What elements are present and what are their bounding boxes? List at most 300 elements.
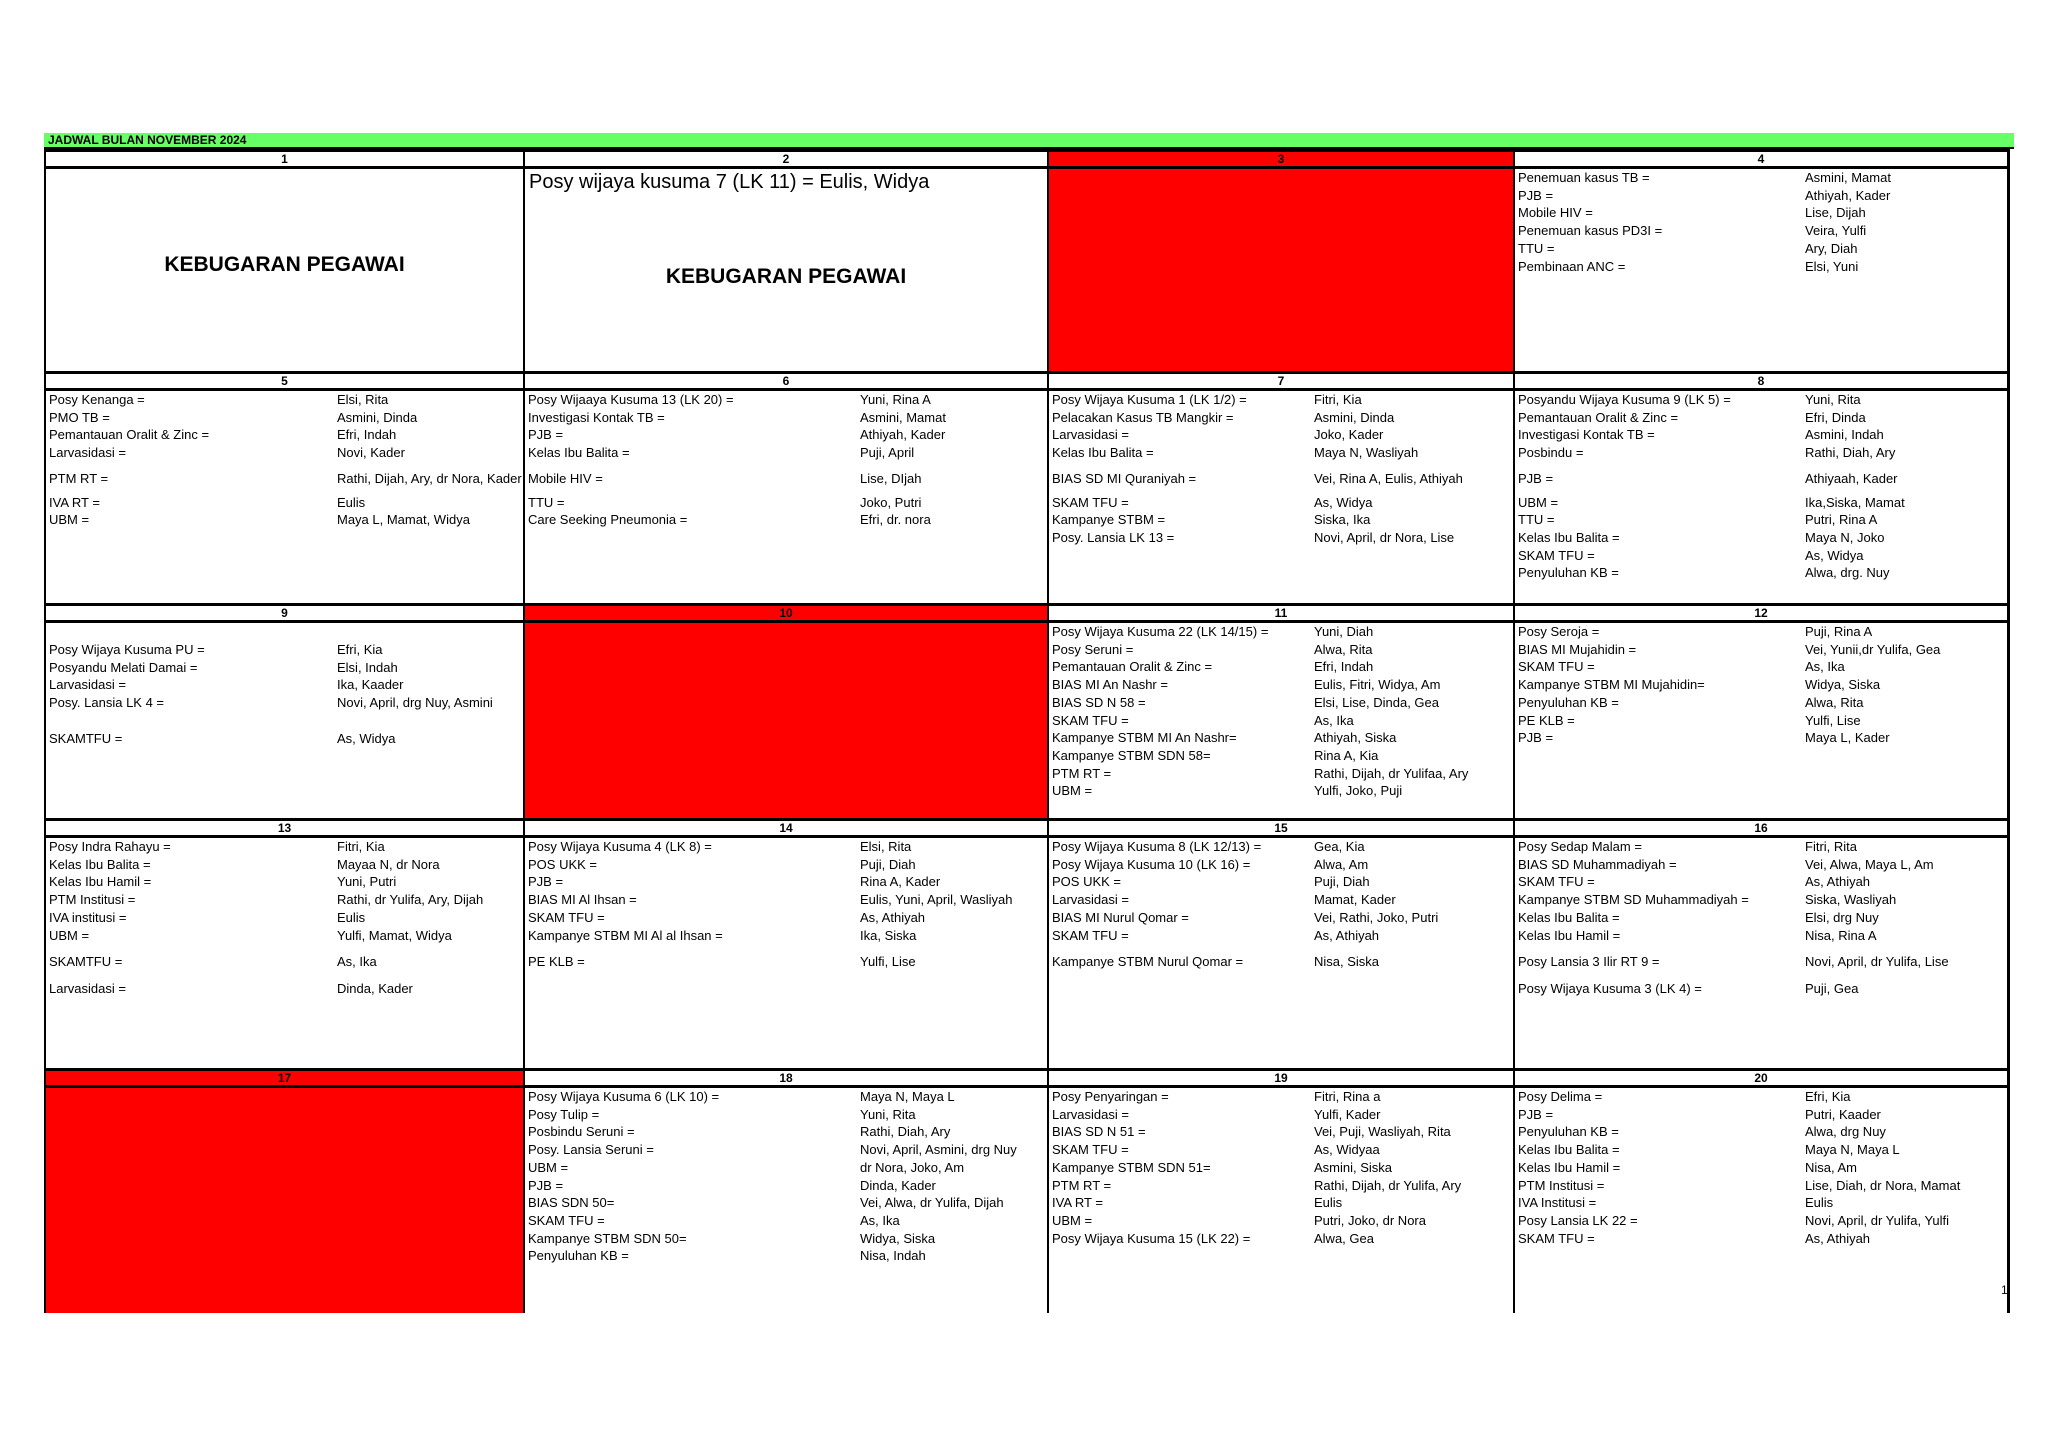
- task-label: Mobile HIV =: [1518, 205, 1593, 221]
- assigned-staff: Rathi, Diah, Ary: [860, 1124, 951, 1140]
- task-row: [1049, 891, 1513, 909]
- assigned-staff: Elsi, Lise, Dinda, Gea: [1314, 694, 1440, 710]
- task-row: [1515, 1123, 2007, 1141]
- assigned-staff: Alwa, Gea: [1314, 1230, 1374, 1246]
- task-row: [46, 391, 523, 409]
- task-label: PE KLB =: [528, 954, 585, 970]
- assigned-staff: Vei, Yunii,dr Yulifa, Gea: [1805, 641, 1941, 657]
- task-row: [525, 838, 1047, 856]
- task-row: [1049, 729, 1513, 747]
- day-content: [525, 391, 1047, 603]
- task-row: [1049, 909, 1513, 927]
- task-row: [525, 470, 1047, 488]
- task-label: Care Seeking Pneumonia =: [528, 512, 688, 528]
- day-cell: [1047, 818, 1513, 1068]
- task-row: [525, 1177, 1047, 1195]
- task-label: POS UKK =: [528, 856, 597, 872]
- task-label: Larvasidasi =: [1052, 892, 1129, 908]
- assigned-staff: Yulfi, Kader: [1314, 1106, 1381, 1122]
- day-number: 13: [46, 818, 523, 838]
- task-label: BIAS SD N 51 =: [1052, 1124, 1146, 1140]
- task-label: BIAS MI Nurul Qomar =: [1052, 909, 1189, 925]
- task-label: Kampanye STBM SDN 51=: [1052, 1159, 1211, 1175]
- assigned-staff: Vei, Alwa, Maya L, Am: [1805, 856, 1934, 872]
- posyandu-highlight: Posy wijaya kusuma 7 (LK 11) = Eulis, Widya: [529, 171, 930, 193]
- assigned-staff: Ika, Siska: [860, 927, 917, 943]
- task-label: UBM =: [1518, 494, 1559, 510]
- task-row: [1049, 1088, 1513, 1106]
- task-row: [525, 927, 1047, 945]
- task-label: BIAS MI An Nashr =: [1052, 677, 1168, 693]
- task-row: [1515, 1194, 2007, 1212]
- task-row: [1515, 1106, 2007, 1124]
- assigned-staff: Efri, Dinda: [1805, 409, 1866, 425]
- task-label: SKAM TFU =: [1052, 927, 1129, 943]
- day-number: 17: [46, 1068, 523, 1088]
- task-row: [1049, 676, 1513, 694]
- assigned-staff: Athiyaah, Kader: [1805, 470, 1898, 486]
- task-row: [1049, 658, 1513, 676]
- assigned-staff: Asmini, Mamat: [860, 409, 946, 425]
- task-label: PJB =: [1518, 470, 1554, 486]
- assigned-staff: Elsi, drg Nuy: [1805, 909, 1879, 925]
- task-label: Posy Wijaya Kusuma 8 (LK 12/13) =: [1052, 839, 1262, 854]
- task-row: [525, 391, 1047, 409]
- task-row: [1515, 444, 2007, 462]
- task-row: [1049, 1123, 1513, 1141]
- day-number: 7: [1049, 371, 1513, 391]
- task-row: [46, 470, 523, 488]
- task-label: Investigasi Kontak TB =: [1518, 427, 1655, 443]
- task-label: PMO TB =: [49, 409, 110, 425]
- day-cell: [44, 371, 523, 603]
- task-row: [1049, 511, 1513, 529]
- task-row: [1515, 953, 2007, 971]
- task-row: [1049, 1230, 1513, 1248]
- assigned-staff: As, Athiyah: [1314, 927, 1380, 943]
- task-label: Investigasi Kontak TB =: [528, 409, 665, 425]
- calendar-week: [44, 603, 2014, 818]
- task-label: PJB =: [1518, 730, 1554, 746]
- task-label: Posy Sedap Malam =: [1518, 839, 1642, 854]
- assigned-staff: Eulis, Fitri, Widya, Am: [1314, 677, 1441, 693]
- task-label: SKAM TFU =: [1518, 874, 1595, 890]
- assigned-staff: Puji, Diah: [860, 856, 916, 872]
- assigned-staff: Alwa, Rita: [1805, 694, 1864, 710]
- assigned-staff: As, Athiyah: [1805, 1230, 1871, 1246]
- task-label: SKAM TFU =: [1518, 547, 1595, 563]
- task-label: Kelas Ibu Balita =: [1518, 1142, 1620, 1158]
- day-cell: [1047, 149, 1513, 371]
- assigned-staff: Alwa, Am: [1314, 856, 1369, 872]
- assigned-staff: As, Athiyah: [860, 909, 926, 925]
- task-row: [1049, 1141, 1513, 1159]
- task-row: [1515, 258, 2007, 276]
- task-label: IVA RT =: [49, 494, 100, 510]
- task-row: [525, 426, 1047, 444]
- day-cell: [1513, 371, 2010, 603]
- day-content: [525, 1088, 1047, 1313]
- assigned-staff: Asmini, Mamat: [1805, 170, 1891, 185]
- assigned-staff: Yulfi, Lise: [1805, 712, 1861, 728]
- assigned-staff: Nisa, Siska: [1314, 954, 1380, 970]
- task-row: [1049, 529, 1513, 547]
- task-label: Posy Wijaya Kusuma PU =: [49, 642, 205, 657]
- task-row: [1515, 494, 2007, 512]
- day-cell: [1047, 603, 1513, 818]
- task-row: [1049, 782, 1513, 800]
- task-label: BIAS SD MI Quraniyah =: [1052, 470, 1197, 486]
- day-cell: [1513, 1068, 2010, 1313]
- task-row: [1515, 927, 2007, 945]
- task-label: PE KLB =: [1518, 712, 1575, 728]
- day-number: 18: [525, 1068, 1047, 1088]
- task-row: [1049, 470, 1513, 488]
- day-number: 11: [1049, 603, 1513, 623]
- task-row: [1049, 927, 1513, 945]
- holiday-block: [525, 623, 1047, 818]
- task-label: Kelas Ibu Hamil =: [49, 874, 152, 890]
- task-row: [1049, 1159, 1513, 1177]
- task-label: UBM =: [49, 927, 90, 943]
- task-row: [46, 494, 523, 512]
- task-row: [1515, 187, 2007, 205]
- assigned-staff: Rathi, Dijah, dr Yulifaa, Ary: [1314, 765, 1469, 781]
- day-content: [1049, 1088, 1513, 1313]
- task-label: Posy Indra Rahayu =: [49, 839, 171, 854]
- task-label: Posy Seruni =: [1052, 641, 1134, 657]
- day-number: 1: [46, 149, 523, 169]
- assigned-staff: Putri, Joko, dr Nora: [1314, 1212, 1426, 1228]
- task-row: [46, 909, 523, 927]
- task-label: Kelas Ibu Balita =: [49, 856, 151, 872]
- assigned-staff: Nisa, Am: [1805, 1159, 1858, 1175]
- day-cell: [44, 818, 523, 1068]
- holiday-block: [46, 1088, 523, 1313]
- assigned-staff: Asmini, Dinda: [1314, 409, 1395, 425]
- assigned-staff: Nisa, Indah: [860, 1248, 926, 1264]
- task-row: [525, 856, 1047, 874]
- task-row: [1515, 1141, 2007, 1159]
- task-label: Kelas Ibu Balita =: [1052, 445, 1154, 461]
- event-title: KEBUGARAN PEGAWAI: [665, 265, 907, 288]
- task-label: Mobile HIV =: [528, 470, 603, 486]
- assigned-staff: Yuni, Putri: [337, 874, 397, 890]
- assigned-staff: Novi, April, dr Yulifa, Yulfi: [1805, 1212, 1950, 1228]
- assigned-staff: Lise, Dijah: [1805, 205, 1866, 221]
- assigned-staff: Efri, dr. nora: [860, 512, 931, 528]
- assigned-staff: Novi, Kader: [337, 445, 405, 461]
- assigned-staff: Yuni, Diah: [1314, 624, 1374, 639]
- day-content: [525, 838, 1047, 1068]
- task-label: IVA RT =: [1052, 1195, 1103, 1211]
- day-cell: [523, 149, 1047, 371]
- task-label: Penyuluhan KB =: [1518, 1124, 1619, 1140]
- assigned-staff: Mayaa N, dr Nora: [337, 856, 440, 872]
- day-content: [46, 623, 523, 818]
- assigned-staff: Athiyah, Kader: [1805, 187, 1891, 203]
- task-row: [46, 694, 523, 712]
- task-row: [525, 511, 1047, 529]
- assigned-staff: As, Ika: [337, 954, 377, 970]
- assigned-staff: Elsi, Yuni: [1805, 258, 1859, 274]
- task-label: UBM =: [528, 1159, 569, 1175]
- task-row: [1515, 470, 2007, 488]
- task-row: [525, 1141, 1047, 1159]
- task-label: PJB =: [528, 1177, 564, 1193]
- task-row: [1049, 641, 1513, 659]
- task-row: [46, 444, 523, 462]
- task-row: [1515, 426, 2007, 444]
- assigned-staff: Putri, Rina A: [1805, 512, 1878, 528]
- day-number: 10: [525, 603, 1047, 623]
- task-row: [46, 641, 523, 659]
- task-row: [46, 953, 523, 971]
- day-content: [46, 391, 523, 603]
- day-cell: [523, 1068, 1047, 1313]
- day-cell: [523, 371, 1047, 603]
- assigned-staff: Vei, Rina A, Eulis, Athiyah: [1314, 470, 1463, 486]
- task-row: [525, 1230, 1047, 1248]
- task-row: [1515, 1159, 2007, 1177]
- calendar-grid: [44, 149, 2014, 1313]
- task-row: [1515, 1088, 2007, 1106]
- task-row: [525, 494, 1047, 512]
- task-row: [1515, 838, 2007, 856]
- assigned-staff: Rina A, Kader: [860, 874, 941, 890]
- task-label: Kelas Ibu Balita =: [528, 445, 630, 461]
- task-row: [46, 980, 523, 998]
- assigned-staff: Mamat, Kader: [1314, 892, 1396, 908]
- assigned-staff: Yuni, Rita: [1805, 392, 1861, 407]
- calendar-week: [44, 818, 2014, 1068]
- assigned-staff: Puji, Diah: [1314, 874, 1370, 890]
- task-row: [1515, 169, 2007, 187]
- task-row: [1049, 694, 1513, 712]
- task-row: [525, 1247, 1047, 1265]
- task-label: SKAM TFU =: [528, 1212, 605, 1228]
- task-label: Kampanye STBM SD Muhammadiyah =: [1518, 892, 1749, 908]
- task-label: PTM RT =: [1052, 765, 1112, 781]
- assigned-staff: dr Nora, Joko, Am: [860, 1159, 965, 1175]
- task-row: [1515, 891, 2007, 909]
- task-label: SKAM TFU =: [528, 909, 605, 925]
- assigned-staff: Siska, Ika: [1314, 512, 1371, 528]
- task-row: [1515, 694, 2007, 712]
- assigned-staff: Alwa, drg. Nuy: [1805, 565, 1890, 581]
- assigned-staff: As, Athiyah: [1805, 874, 1871, 890]
- task-label: UBM =: [1052, 783, 1093, 799]
- task-label: PTM RT =: [49, 470, 109, 486]
- task-label: PJB =: [528, 874, 564, 890]
- assigned-staff: Efri, Kia: [1805, 1089, 1851, 1104]
- assigned-staff: Widya, Siska: [860, 1230, 936, 1246]
- task-row: [525, 1123, 1047, 1141]
- assigned-staff: Dinda, Kader: [860, 1177, 936, 1193]
- task-label: IVA Institusi =: [1518, 1195, 1597, 1211]
- assigned-staff: Widya, Siska: [1805, 677, 1881, 693]
- assigned-staff: Yulfi, Lise: [860, 954, 916, 970]
- task-label: Pelacakan Kasus TB Mangkir =: [1052, 409, 1234, 425]
- assigned-staff: Siska, Wasliyah: [1805, 892, 1897, 908]
- day-content: [1515, 169, 2007, 371]
- calendar-week: [44, 149, 2014, 371]
- task-label: Larvasidasi =: [49, 445, 126, 461]
- task-label: Posy Wijaya Kusuma 22 (LK 14/15) =: [1052, 624, 1269, 639]
- assigned-staff: Fitri, Rina a: [1314, 1089, 1381, 1104]
- task-row: [1515, 547, 2007, 565]
- task-row: [46, 409, 523, 427]
- assigned-staff: Puji, Gea: [1805, 980, 1859, 996]
- task-row: [525, 409, 1047, 427]
- assigned-staff: Nisa, Rina A: [1805, 927, 1877, 943]
- assigned-staff: As, Ika: [860, 1212, 900, 1228]
- task-row: [525, 1212, 1047, 1230]
- assigned-staff: Eulis: [1805, 1195, 1834, 1211]
- task-row: [46, 426, 523, 444]
- task-row: [1515, 641, 2007, 659]
- task-label: Posy Seroja =: [1518, 624, 1600, 639]
- assigned-staff: Eulis: [1314, 1195, 1343, 1211]
- day-content: [525, 169, 1047, 371]
- task-label: Penemuan kasus PD3I =: [1518, 223, 1663, 239]
- day-content: [1049, 623, 1513, 818]
- task-row: [1049, 1194, 1513, 1212]
- task-row: [46, 891, 523, 909]
- assigned-staff: Putri, Kaader: [1805, 1106, 1881, 1122]
- assigned-staff: As, Ika: [1805, 659, 1845, 675]
- day-number: 12: [1515, 603, 2007, 623]
- day-cell: [1513, 149, 2010, 371]
- assigned-staff: Asmini, Siska: [1314, 1159, 1393, 1175]
- assigned-staff: Joko, Putri: [860, 494, 922, 510]
- assigned-staff: Fitri, Kia: [337, 839, 385, 854]
- assigned-staff: Alwa, drg Nuy: [1805, 1124, 1886, 1140]
- task-label: Larvasidasi =: [1052, 427, 1129, 443]
- task-row: [46, 676, 523, 694]
- assigned-staff: Yuni, Rita: [860, 1106, 916, 1122]
- task-row: [1515, 873, 2007, 891]
- assigned-staff: Asmini, Dinda: [337, 409, 418, 425]
- task-label: PJB =: [528, 427, 564, 443]
- task-row: [1515, 240, 2007, 258]
- task-label: Kampanye STBM Nurul Qomar =: [1052, 954, 1244, 970]
- task-label: Kampanye STBM MI Mujahidin=: [1518, 677, 1705, 693]
- assigned-staff: Vei, Puji, Wasliyah, Rita: [1314, 1124, 1451, 1140]
- task-row: [1049, 1177, 1513, 1195]
- task-row: [1515, 564, 2007, 582]
- calendar-week: [44, 1068, 2014, 1313]
- task-row: [1515, 623, 2007, 641]
- task-label: PJB =: [1518, 1106, 1554, 1122]
- task-row: [1515, 1212, 2007, 1230]
- assigned-staff: Ika, Kaader: [337, 677, 404, 693]
- task-row: [525, 1088, 1047, 1106]
- task-row: [46, 856, 523, 874]
- assigned-staff: Maya L, Kader: [1805, 730, 1890, 746]
- schedule-sheet: [44, 133, 2014, 1313]
- task-label: PTM Institusi =: [1518, 1177, 1605, 1193]
- day-cell: [523, 603, 1047, 818]
- task-label: Posy Penyaringan =: [1052, 1089, 1169, 1104]
- schedule-title: JADWAL BULAN NOVEMBER 2024: [44, 133, 2014, 149]
- task-label: SKAMTFU =: [49, 954, 123, 970]
- task-row: [1515, 980, 2007, 998]
- assigned-staff: Elsi, Rita: [860, 839, 912, 854]
- day-content: [1515, 1088, 2007, 1313]
- assigned-staff: Athiyah, Siska: [1314, 730, 1397, 746]
- task-label: Larvasidasi =: [49, 677, 126, 693]
- task-row: [525, 1106, 1047, 1124]
- task-row: [46, 730, 523, 748]
- task-label: Pembinaan ANC =: [1518, 258, 1626, 274]
- task-row: [1049, 426, 1513, 444]
- assigned-staff: Joko, Kader: [1314, 427, 1384, 443]
- day-cell: [44, 1068, 523, 1313]
- assigned-staff: Yulfi, Mamat, Widya: [337, 927, 452, 943]
- assigned-staff: Efri, Kia: [337, 642, 383, 657]
- assigned-staff: Elsi, Indah: [337, 659, 398, 675]
- assigned-staff: As, Widya: [1314, 494, 1373, 510]
- task-label: UBM =: [1052, 1212, 1093, 1228]
- task-label: Pemantauan Oralit & Zinc =: [49, 427, 210, 443]
- event-title: KEBUGARAN PEGAWAI: [164, 253, 405, 276]
- task-label: UBM =: [49, 512, 90, 528]
- assigned-staff: Lise, Diah, dr Nora, Mamat: [1805, 1177, 1961, 1193]
- assigned-staff: Vei, Alwa, dr Yulifa, Dijah: [860, 1195, 1004, 1211]
- assigned-staff: Maya N, Wasliyah: [1314, 445, 1419, 461]
- day-number: 19: [1049, 1068, 1513, 1088]
- task-label: Posbindu Seruni =: [528, 1124, 635, 1140]
- task-row: [525, 444, 1047, 462]
- assigned-staff: Athiyah, Kader: [860, 427, 946, 443]
- day-number: 6: [525, 371, 1047, 391]
- task-label: TTU =: [1518, 512, 1555, 528]
- task-row: [1049, 391, 1513, 409]
- task-label: Posyandu Wijaya Kusuma 9 (LK 5) =: [1518, 392, 1731, 407]
- task-row: [1515, 729, 2007, 747]
- task-row: [1515, 1230, 2007, 1248]
- task-label: TTU =: [528, 494, 565, 510]
- task-label: SKAM TFU =: [1052, 1142, 1129, 1158]
- task-label: Pemantauan Oralit & Zinc =: [1518, 409, 1679, 425]
- assigned-staff: Puji, Rina A: [1805, 624, 1873, 639]
- task-label: SKAM TFU =: [1518, 1230, 1595, 1246]
- day-number: 15: [1049, 818, 1513, 838]
- task-label: Penyuluhan KB =: [1518, 694, 1619, 710]
- task-label: Penyuluhan KB =: [1518, 565, 1619, 581]
- assigned-staff: Fitri, Rita: [1805, 839, 1857, 854]
- task-row: [1049, 873, 1513, 891]
- task-row: [1515, 511, 2007, 529]
- assigned-staff: Rathi, Dijah, Ary, dr Nora, Kader: [337, 470, 522, 486]
- task-row: [1049, 765, 1513, 783]
- task-label: SKAM TFU =: [1518, 659, 1595, 675]
- day-content: [46, 169, 523, 371]
- assigned-staff: Maya N, Joko: [1805, 529, 1885, 545]
- assigned-staff: Gea, Kia: [1314, 839, 1365, 854]
- task-row: [1515, 658, 2007, 676]
- task-label: SKAM TFU =: [1052, 494, 1129, 510]
- task-label: Posbindu =: [1518, 445, 1584, 461]
- assigned-staff: Puji, April: [860, 445, 915, 461]
- day-number: 8: [1515, 371, 2007, 391]
- task-label: Posy Wijaaya Kusuma 13 (LK 20) =: [528, 392, 734, 407]
- task-label: PJB =: [1518, 187, 1554, 203]
- task-row: [525, 873, 1047, 891]
- task-row: [46, 873, 523, 891]
- task-label: POS UKK =: [1052, 874, 1121, 890]
